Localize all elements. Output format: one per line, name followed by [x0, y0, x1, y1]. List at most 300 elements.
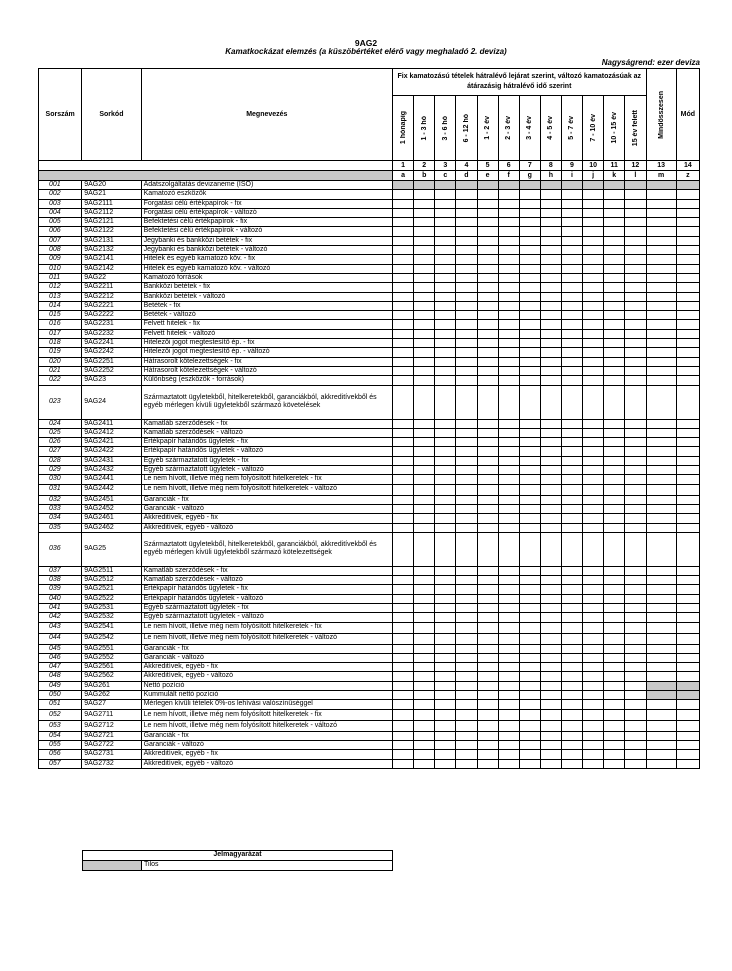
data-cell[interactable] — [414, 236, 435, 245]
data-cell[interactable] — [583, 311, 604, 320]
data-cell[interactable] — [477, 428, 498, 437]
data-cell[interactable] — [393, 585, 414, 594]
data-cell[interactable] — [498, 653, 519, 662]
data-cell[interactable] — [625, 644, 646, 653]
data-cell[interactable] — [625, 456, 646, 465]
data-cell[interactable] — [477, 236, 498, 245]
data-cell[interactable] — [477, 273, 498, 282]
data-cell[interactable] — [604, 236, 625, 245]
data-cell[interactable] — [561, 208, 582, 217]
data-cell[interactable] — [646, 311, 676, 320]
data-cell[interactable] — [583, 633, 604, 644]
data-cell[interactable] — [456, 447, 477, 456]
data-cell[interactable] — [435, 385, 456, 419]
data-cell[interactable] — [414, 495, 435, 504]
data-cell[interactable] — [540, 681, 561, 690]
data-cell[interactable] — [646, 419, 676, 428]
data-cell[interactable] — [519, 311, 540, 320]
data-cell[interactable] — [676, 264, 699, 273]
data-cell[interactable] — [561, 199, 582, 208]
data-cell[interactable] — [519, 466, 540, 475]
data-cell[interactable] — [393, 484, 414, 495]
data-cell[interactable] — [477, 218, 498, 227]
data-cell[interactable] — [456, 348, 477, 357]
data-cell[interactable] — [519, 419, 540, 428]
data-cell[interactable] — [604, 301, 625, 310]
data-cell[interactable] — [519, 504, 540, 513]
data-cell[interactable] — [583, 622, 604, 633]
data-cell[interactable] — [477, 357, 498, 366]
data-cell[interactable] — [477, 329, 498, 338]
data-cell[interactable] — [477, 672, 498, 681]
data-cell[interactable] — [583, 613, 604, 622]
data-cell[interactable] — [646, 466, 676, 475]
data-cell[interactable] — [646, 672, 676, 681]
data-cell[interactable] — [540, 594, 561, 603]
data-cell[interactable] — [456, 264, 477, 273]
data-cell[interactable] — [435, 376, 456, 385]
data-cell[interactable] — [435, 246, 456, 255]
data-cell[interactable] — [646, 653, 676, 662]
data-cell[interactable] — [561, 585, 582, 594]
data-cell[interactable] — [676, 731, 699, 740]
data-cell[interactable] — [540, 740, 561, 749]
data-cell[interactable] — [583, 566, 604, 575]
data-cell[interactable] — [393, 236, 414, 245]
data-cell[interactable] — [625, 504, 646, 513]
data-cell[interactable] — [393, 357, 414, 366]
data-cell[interactable] — [676, 495, 699, 504]
data-cell[interactable] — [498, 532, 519, 566]
data-cell[interactable] — [583, 329, 604, 338]
data-cell[interactable] — [393, 672, 414, 681]
data-cell[interactable] — [625, 720, 646, 731]
data-cell[interactable] — [604, 466, 625, 475]
data-cell[interactable] — [414, 348, 435, 357]
data-cell[interactable] — [519, 357, 540, 366]
data-cell[interactable] — [625, 653, 646, 662]
data-cell[interactable] — [414, 456, 435, 465]
data-cell[interactable] — [456, 523, 477, 532]
data-cell[interactable] — [676, 199, 699, 208]
data-cell[interactable] — [646, 357, 676, 366]
data-cell[interactable] — [414, 731, 435, 740]
data-cell[interactable] — [477, 514, 498, 523]
data-cell[interactable] — [393, 255, 414, 264]
data-cell[interactable] — [414, 255, 435, 264]
data-cell[interactable] — [561, 720, 582, 731]
data-cell[interactable] — [676, 466, 699, 475]
data-cell[interactable] — [604, 622, 625, 633]
data-cell[interactable] — [583, 740, 604, 749]
data-cell[interactable] — [393, 447, 414, 456]
data-cell[interactable] — [604, 264, 625, 273]
data-cell[interactable] — [414, 613, 435, 622]
data-cell[interactable] — [498, 644, 519, 653]
data-cell[interactable] — [519, 484, 540, 495]
data-cell[interactable] — [561, 750, 582, 759]
data-cell[interactable] — [393, 438, 414, 447]
data-cell[interactable] — [646, 376, 676, 385]
data-cell[interactable] — [540, 750, 561, 759]
data-cell[interactable] — [625, 681, 646, 690]
data-cell[interactable] — [519, 329, 540, 338]
data-cell[interactable] — [456, 672, 477, 681]
data-cell[interactable] — [435, 576, 456, 585]
data-cell[interactable] — [477, 663, 498, 672]
data-cell[interactable] — [393, 208, 414, 217]
data-cell[interactable] — [498, 514, 519, 523]
data-cell[interactable] — [625, 700, 646, 709]
data-cell[interactable] — [477, 292, 498, 301]
data-cell[interactable] — [435, 339, 456, 348]
data-cell[interactable] — [625, 759, 646, 768]
data-cell[interactable] — [393, 566, 414, 575]
data-cell[interactable] — [561, 532, 582, 566]
data-cell[interactable] — [646, 227, 676, 236]
data-cell[interactable] — [583, 585, 604, 594]
data-cell[interactable] — [519, 585, 540, 594]
data-cell[interactable] — [625, 438, 646, 447]
data-cell[interactable] — [676, 475, 699, 484]
data-cell[interactable] — [676, 566, 699, 575]
data-cell[interactable] — [435, 438, 456, 447]
data-cell[interactable] — [393, 504, 414, 513]
data-cell[interactable] — [435, 532, 456, 566]
data-cell[interactable] — [414, 750, 435, 759]
data-cell[interactable] — [561, 672, 582, 681]
data-cell[interactable] — [519, 428, 540, 437]
data-cell[interactable] — [604, 199, 625, 208]
data-cell[interactable] — [604, 691, 625, 700]
data-cell[interactable] — [583, 691, 604, 700]
data-cell[interactable] — [498, 273, 519, 282]
data-cell[interactable] — [393, 532, 414, 566]
data-cell[interactable] — [456, 750, 477, 759]
data-cell[interactable] — [414, 357, 435, 366]
data-cell[interactable] — [561, 311, 582, 320]
data-cell[interactable] — [393, 385, 414, 419]
data-cell[interactable] — [498, 255, 519, 264]
data-cell[interactable] — [625, 566, 646, 575]
data-cell[interactable] — [561, 495, 582, 504]
data-cell[interactable] — [477, 264, 498, 273]
data-cell[interactable] — [414, 366, 435, 375]
data-cell[interactable] — [498, 357, 519, 366]
data-cell[interactable] — [414, 653, 435, 662]
data-cell[interactable] — [519, 633, 540, 644]
data-cell[interactable] — [646, 255, 676, 264]
data-cell[interactable] — [498, 419, 519, 428]
data-cell[interactable] — [540, 292, 561, 301]
data-cell[interactable] — [393, 475, 414, 484]
data-cell[interactable] — [498, 700, 519, 709]
data-cell[interactable] — [414, 633, 435, 644]
data-cell[interactable] — [583, 663, 604, 672]
data-cell[interactable] — [625, 320, 646, 329]
data-cell[interactable] — [477, 653, 498, 662]
data-cell[interactable] — [477, 633, 498, 644]
data-cell[interactable] — [676, 653, 699, 662]
data-cell[interactable] — [583, 348, 604, 357]
data-cell[interactable] — [625, 447, 646, 456]
data-cell[interactable] — [583, 438, 604, 447]
data-cell[interactable] — [676, 283, 699, 292]
data-cell[interactable] — [646, 576, 676, 585]
data-cell[interactable] — [435, 603, 456, 612]
data-cell[interactable] — [414, 681, 435, 690]
data-cell[interactable] — [604, 566, 625, 575]
data-cell[interactable] — [456, 181, 477, 190]
data-cell[interactable] — [561, 644, 582, 653]
data-cell[interactable] — [583, 484, 604, 495]
data-cell[interactable] — [676, 740, 699, 749]
data-cell[interactable] — [561, 475, 582, 484]
data-cell[interactable] — [435, 199, 456, 208]
data-cell[interactable] — [435, 181, 456, 190]
data-cell[interactable] — [583, 532, 604, 566]
data-cell[interactable] — [414, 292, 435, 301]
data-cell[interactable] — [676, 576, 699, 585]
data-cell[interactable] — [456, 385, 477, 419]
data-cell[interactable] — [435, 750, 456, 759]
data-cell[interactable] — [435, 700, 456, 709]
data-cell[interactable] — [519, 339, 540, 348]
data-cell[interactable] — [435, 740, 456, 749]
data-cell[interactable] — [561, 320, 582, 329]
data-cell[interactable] — [498, 594, 519, 603]
data-cell[interactable] — [435, 311, 456, 320]
data-cell[interactable] — [676, 504, 699, 513]
data-cell[interactable] — [625, 576, 646, 585]
data-cell[interactable] — [646, 292, 676, 301]
data-cell[interactable] — [646, 514, 676, 523]
data-cell[interactable] — [540, 227, 561, 236]
data-cell[interactable] — [477, 311, 498, 320]
data-cell[interactable] — [456, 514, 477, 523]
data-cell[interactable] — [676, 585, 699, 594]
data-cell[interactable] — [540, 585, 561, 594]
data-cell[interactable] — [604, 218, 625, 227]
data-cell[interactable] — [561, 514, 582, 523]
data-cell[interactable] — [414, 709, 435, 720]
data-cell[interactable] — [646, 750, 676, 759]
data-cell[interactable] — [456, 292, 477, 301]
data-cell[interactable] — [498, 329, 519, 338]
data-cell[interactable] — [676, 750, 699, 759]
data-cell[interactable] — [583, 576, 604, 585]
data-cell[interactable] — [646, 603, 676, 612]
data-cell[interactable] — [561, 264, 582, 273]
data-cell[interactable] — [676, 329, 699, 338]
data-cell[interactable] — [477, 504, 498, 513]
data-cell[interactable] — [477, 376, 498, 385]
data-cell[interactable] — [604, 672, 625, 681]
data-cell[interactable] — [604, 320, 625, 329]
data-cell[interactable] — [676, 419, 699, 428]
data-cell[interactable] — [414, 514, 435, 523]
data-cell[interactable] — [561, 447, 582, 456]
data-cell[interactable] — [540, 532, 561, 566]
data-cell[interactable] — [477, 750, 498, 759]
data-cell[interactable] — [435, 419, 456, 428]
data-cell[interactable] — [498, 292, 519, 301]
data-cell[interactable] — [540, 709, 561, 720]
data-cell[interactable] — [625, 246, 646, 255]
data-cell[interactable] — [456, 339, 477, 348]
data-cell[interactable] — [540, 199, 561, 208]
data-cell[interactable] — [540, 366, 561, 375]
data-cell[interactable] — [604, 504, 625, 513]
data-cell[interactable] — [540, 311, 561, 320]
data-cell[interactable] — [435, 622, 456, 633]
data-cell[interactable] — [477, 366, 498, 375]
data-cell[interactable] — [540, 339, 561, 348]
data-cell[interactable] — [604, 329, 625, 338]
data-cell[interactable] — [435, 273, 456, 282]
data-cell[interactable] — [540, 419, 561, 428]
data-cell[interactable] — [583, 227, 604, 236]
data-cell[interactable] — [561, 603, 582, 612]
data-cell[interactable] — [456, 208, 477, 217]
data-cell[interactable] — [393, 419, 414, 428]
data-cell[interactable] — [519, 495, 540, 504]
data-cell[interactable] — [414, 190, 435, 199]
data-cell[interactable] — [414, 594, 435, 603]
data-cell[interactable] — [540, 633, 561, 644]
data-cell[interactable] — [435, 731, 456, 740]
data-cell[interactable] — [414, 376, 435, 385]
data-cell[interactable] — [498, 456, 519, 465]
data-cell[interactable] — [646, 720, 676, 731]
data-cell[interactable] — [498, 750, 519, 759]
data-cell[interactable] — [540, 208, 561, 217]
data-cell[interactable] — [498, 603, 519, 612]
data-cell[interactable] — [583, 644, 604, 653]
data-cell[interactable] — [393, 653, 414, 662]
data-cell[interactable] — [393, 740, 414, 749]
data-cell[interactable] — [625, 750, 646, 759]
data-cell[interactable] — [477, 190, 498, 199]
data-cell[interactable] — [646, 566, 676, 575]
data-cell[interactable] — [498, 484, 519, 495]
data-cell[interactable] — [393, 366, 414, 375]
data-cell[interactable] — [646, 691, 676, 700]
data-cell[interactable] — [414, 246, 435, 255]
data-cell[interactable] — [435, 663, 456, 672]
data-cell[interactable] — [561, 681, 582, 690]
data-cell[interactable] — [625, 218, 646, 227]
data-cell[interactable] — [583, 456, 604, 465]
data-cell[interactable] — [676, 208, 699, 217]
data-cell[interactable] — [561, 691, 582, 700]
data-cell[interactable] — [561, 329, 582, 338]
data-cell[interactable] — [519, 700, 540, 709]
data-cell[interactable] — [561, 227, 582, 236]
data-cell[interactable] — [561, 740, 582, 749]
data-cell[interactable] — [498, 523, 519, 532]
data-cell[interactable] — [435, 227, 456, 236]
data-cell[interactable] — [540, 720, 561, 731]
data-cell[interactable] — [435, 653, 456, 662]
data-cell[interactable] — [583, 700, 604, 709]
data-cell[interactable] — [625, 385, 646, 419]
data-cell[interactable] — [477, 720, 498, 731]
data-cell[interactable] — [561, 246, 582, 255]
data-cell[interactable] — [393, 576, 414, 585]
data-cell[interactable] — [625, 348, 646, 357]
data-cell[interactable] — [625, 484, 646, 495]
data-cell[interactable] — [435, 566, 456, 575]
data-cell[interactable] — [676, 700, 699, 709]
data-cell[interactable] — [414, 691, 435, 700]
data-cell[interactable] — [414, 700, 435, 709]
data-cell[interactable] — [498, 622, 519, 633]
data-cell[interactable] — [435, 484, 456, 495]
data-cell[interactable] — [561, 576, 582, 585]
data-cell[interactable] — [519, 709, 540, 720]
data-cell[interactable] — [435, 720, 456, 731]
data-cell[interactable] — [625, 311, 646, 320]
data-cell[interactable] — [583, 466, 604, 475]
data-cell[interactable] — [561, 700, 582, 709]
data-cell[interactable] — [583, 320, 604, 329]
data-cell[interactable] — [583, 720, 604, 731]
data-cell[interactable] — [646, 456, 676, 465]
data-cell[interactable] — [435, 523, 456, 532]
data-cell[interactable] — [456, 283, 477, 292]
data-cell[interactable] — [646, 236, 676, 245]
data-cell[interactable] — [583, 339, 604, 348]
data-cell[interactable] — [604, 576, 625, 585]
data-cell[interactable] — [435, 208, 456, 217]
data-cell[interactable] — [435, 447, 456, 456]
data-cell[interactable] — [540, 301, 561, 310]
data-cell[interactable] — [477, 622, 498, 633]
data-cell[interactable] — [604, 514, 625, 523]
data-cell[interactable] — [477, 731, 498, 740]
data-cell[interactable] — [646, 181, 676, 190]
data-cell[interactable] — [540, 466, 561, 475]
data-cell[interactable] — [456, 246, 477, 255]
data-cell[interactable] — [561, 466, 582, 475]
data-cell[interactable] — [625, 190, 646, 199]
data-cell[interactable] — [646, 385, 676, 419]
data-cell[interactable] — [646, 283, 676, 292]
data-cell[interactable] — [540, 320, 561, 329]
data-cell[interactable] — [519, 456, 540, 465]
data-cell[interactable] — [456, 320, 477, 329]
data-cell[interactable] — [393, 348, 414, 357]
data-cell[interactable] — [646, 504, 676, 513]
data-cell[interactable] — [646, 663, 676, 672]
data-cell[interactable] — [646, 273, 676, 282]
data-cell[interactable] — [625, 475, 646, 484]
data-cell[interactable] — [414, 181, 435, 190]
data-cell[interactable] — [646, 199, 676, 208]
data-cell[interactable] — [393, 681, 414, 690]
data-cell[interactable] — [676, 447, 699, 456]
data-cell[interactable] — [625, 181, 646, 190]
data-cell[interactable] — [583, 419, 604, 428]
data-cell[interactable] — [676, 190, 699, 199]
data-cell[interactable] — [519, 740, 540, 749]
data-cell[interactable] — [414, 523, 435, 532]
data-cell[interactable] — [414, 603, 435, 612]
data-cell[interactable] — [583, 594, 604, 603]
data-cell[interactable] — [561, 376, 582, 385]
data-cell[interactable] — [676, 514, 699, 523]
